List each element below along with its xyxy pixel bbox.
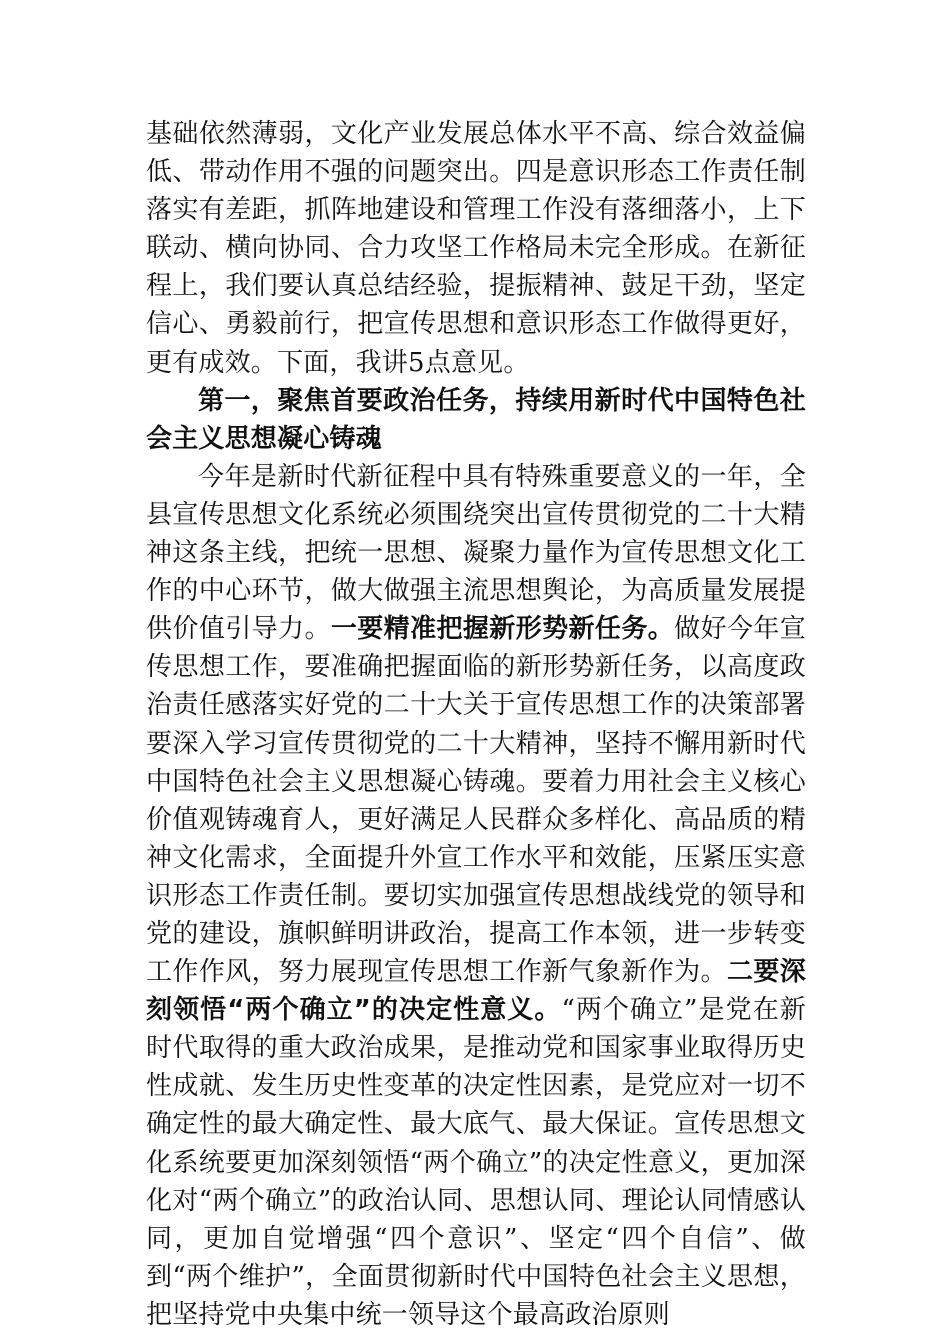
section-heading: 第一，聚焦首要政治任务，持续用新时代中国特色社会主义思想凝心铸魂 [146, 385, 806, 454]
bold-subheading: 二要深刻领悟“两个确立”的决定性意义。 [146, 957, 807, 1026]
bold-subheading: 一要精准把握新形势新任务。 [330, 614, 675, 645]
paragraph-text: 做好今年宣传思想工作，要准确把握面临的新形势新任务，以高度政治责任感落实好党的二十大关于宣传思想工作的决策部署要深入学习宣传贯彻党的二十大精神，坚持不懈用新时代中国特色社会主义思想凝心铸魂。要着力用社会主义核心价值观铸魂育人，更好满足人民群众多样化、高品质的精神文化需求，全面提升外宣工作水平和效能，压紧压实意识形态工作责任制。要切实加强宣传思想战线党的领导和党的建设，旗帜鲜明讲政治，提高工作本领，进一步转变工作作风，努力展现宣传思想工作新气象新作为。 [146, 614, 806, 988]
paragraph-text: “两个确立”是党在新时代取得的重大政治成果，是推动党和国家事业取得历史性成就、发生历史性变革的决定性因素，是党应对一切不确定性的最大确定性、最大底气、最大保证。宣传思想文化系统要更加深刻领悟“两个确立”的决定性意义，更加深化对“两个确立”的政治认同、思想认同、理论认同情感认同，更加自觉增强“四个意识”、坚定“四个自信”、做到“两个维护”，全面贯彻新时代中国特色社会主义思想，把坚持党中央集中统一领导这个最高政治原则 [146, 995, 806, 1330]
paragraph-text: 今年是新时代新征程中具有特殊重要意义的一年，全县宣传思想文化系统必须围绕突出宣传贯彻党的二十大精神这条主线，把统一思想、凝聚力量作为宣传思想文化工作的中心环节，做大做强主流思想舆论，为高质量发展提供价值引导力。 [146, 461, 806, 645]
body-paragraph [146, 458, 806, 1334]
document-body [146, 115, 806, 1334]
body-paragraph: 基础依然薄弱，文化产业发展总体水平不高、综合效益偏低、带动作用不强的问题突出。四是意识形态工作责任制落实有差距，抓阵地建设和管理工作没有落细落小，上下联动、横向协同、合力攻坚工作格局未完全形成。在新征程上，我们要认真总结经验，提振精神、鼓足干劲，坚定信心、勇毅前行，把宣传思想和意识形态工作做得更好，更有成效。下面，我讲5点意见。 [146, 119, 806, 378]
